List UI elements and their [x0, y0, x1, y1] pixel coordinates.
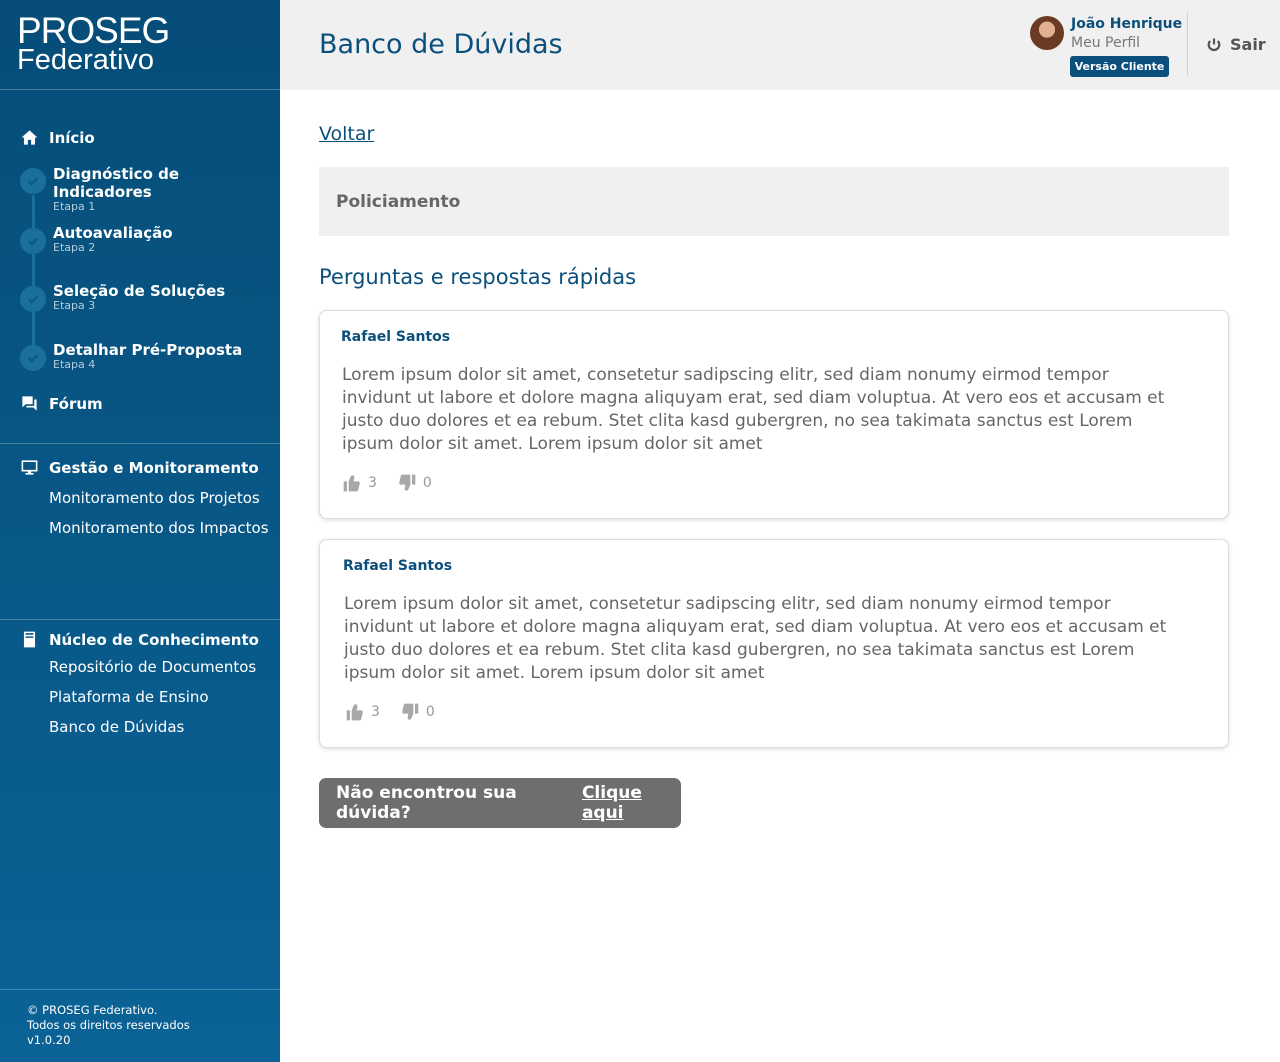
- help-text: Não encontrou sua dúvida?: [336, 783, 517, 823]
- step-title: Diagnóstico de Indicadores: [53, 165, 180, 201]
- step-subtitle: Etapa 2: [53, 241, 96, 254]
- dislike-count: 0: [422, 475, 432, 491]
- avatar[interactable]: [1030, 16, 1064, 50]
- page-title: Banco de Dúvidas: [319, 29, 563, 60]
- sidebar: [0, 0, 280, 1062]
- logout-button[interactable]: [1206, 35, 1266, 54]
- footer-rights: Todos os direitos reservados: [27, 1018, 190, 1032]
- vote-bar: [345, 702, 455, 722]
- header-divider: [1187, 13, 1188, 76]
- check-icon: [20, 345, 46, 371]
- sidebar-item-banco-duvidas[interactable]: Banco de Dúvidas: [49, 718, 185, 736]
- sidebar-divider: [0, 989, 280, 990]
- vote-bar: [342, 473, 452, 493]
- header: [280, 0, 1280, 90]
- sidebar-item-gestao[interactable]: [20, 458, 259, 477]
- question-author: Rafael Santos: [341, 329, 451, 345]
- book-icon: [20, 630, 39, 649]
- like-button[interactable]: [345, 702, 380, 722]
- step-connector: [32, 312, 35, 348]
- sidebar-divider: [0, 619, 280, 620]
- dislike-button[interactable]: [397, 473, 432, 493]
- thumbs-down-icon: [397, 473, 417, 493]
- sidebar-divider: [0, 89, 280, 90]
- step-connector: [32, 254, 35, 290]
- sidebar-item-repositorio[interactable]: Repositório de Documentos: [49, 658, 257, 676]
- logo[interactable]: [17, 12, 169, 75]
- sidebar-item-label: Fórum: [49, 394, 103, 413]
- question-author: Rafael Santos: [343, 558, 453, 574]
- step-title: Seleção de Soluções: [53, 282, 226, 300]
- home-icon: [20, 128, 39, 147]
- sidebar-item-label: Início: [49, 128, 95, 147]
- not-found-help-button: [319, 778, 681, 828]
- question-text: Lorem ipsum dolor sit amet, consetetur sadipscing elitr, sed diam nonumy eirmod tempor invidunt ut labore et dolore magna aliquyam erat, sed diam voluptua. At vero eos et accusam et justo duo dolores et ea rebum. Stet clita kasd gubergren, no sea takimata sanctus est Lorem ipsum dolor sit amet. Lorem ipsum dolor sit amet: [344, 594, 1167, 683]
- sidebar-item-label: Núcleo de Conhecimento: [49, 630, 259, 649]
- step-title: Detalhar Pré-Proposta: [53, 341, 243, 359]
- my-profile-link[interactable]: Meu Perfil: [1071, 35, 1141, 51]
- logo-line-2: Federativo: [17, 44, 155, 76]
- step-subtitle: Etapa 1: [53, 200, 96, 213]
- version-badge[interactable]: Versão Cliente: [1070, 56, 1169, 77]
- power-icon: [1206, 37, 1222, 53]
- sidebar-item-plataforma-ensino[interactable]: Plataforma de Ensino: [49, 688, 209, 706]
- check-icon: [20, 168, 46, 194]
- sidebar-footer: [27, 1003, 190, 1048]
- question-card: [319, 310, 1229, 519]
- question-card: [319, 539, 1229, 748]
- like-count: 3: [371, 704, 380, 720]
- thumbs-up-icon: [342, 473, 362, 493]
- forum-icon: [20, 394, 39, 413]
- sidebar-item-monitoramento-impactos[interactable]: Monitoramento dos Impactos: [49, 519, 269, 537]
- sidebar-item-forum[interactable]: [20, 394, 103, 413]
- sidebar-divider: [0, 443, 280, 444]
- back-link[interactable]: Voltar: [319, 123, 375, 145]
- like-count: 3: [368, 475, 377, 491]
- question-text: Lorem ipsum dolor sit amet, consetetur sadipscing elitr, sed diam nonumy eirmod tempor invidunt ut labore et dolore magna aliquyam erat, sed diam voluptua. At vero eos et accusam et justo duo dolores et ea rebum. Stet clita kasd gubergren, no sea takimata sanctus est Lorem ipsum dolor sit amet. Lorem ipsum dolor sit amet: [342, 365, 1165, 454]
- user-name[interactable]: João Henrique: [1071, 16, 1183, 32]
- step-connector: [32, 195, 35, 231]
- dislike-count: 0: [425, 704, 435, 720]
- check-icon: [20, 286, 46, 312]
- like-button[interactable]: [342, 473, 377, 493]
- footer-version: v1.0.20: [27, 1033, 71, 1047]
- footer-copyright: © PROSEG Federativo.: [27, 1003, 158, 1017]
- monitor-icon: [20, 458, 39, 477]
- dislike-button[interactable]: [400, 702, 435, 722]
- click-here-link[interactable]: Clique aqui: [581, 783, 642, 823]
- sidebar-item-label: Gestão e Monitoramento: [49, 458, 259, 477]
- sidebar-item-monitoramento-projetos[interactable]: Monitoramento dos Projetos: [49, 489, 260, 507]
- step-subtitle: Etapa 3: [53, 299, 96, 312]
- section-title: Perguntas e respostas rápidas: [319, 265, 637, 289]
- sidebar-step-1[interactable]: [53, 165, 280, 213]
- logout-label: Sair: [1230, 35, 1266, 54]
- sidebar-item-nucleo[interactable]: [20, 630, 259, 649]
- category-bar: Policiamento: [319, 167, 1229, 236]
- step-subtitle: Etapa 4: [53, 358, 96, 371]
- thumbs-up-icon: [345, 702, 365, 722]
- sidebar-item-inicio[interactable]: [20, 128, 95, 147]
- sidebar-step-2[interactable]: [53, 224, 173, 254]
- check-icon: [20, 228, 46, 254]
- step-title: Autoavaliação: [53, 224, 173, 242]
- thumbs-down-icon: [400, 702, 420, 722]
- logo-line-1: PROSEG: [17, 10, 170, 51]
- sidebar-step-4[interactable]: [53, 341, 242, 371]
- sidebar-step-3[interactable]: [53, 282, 225, 312]
